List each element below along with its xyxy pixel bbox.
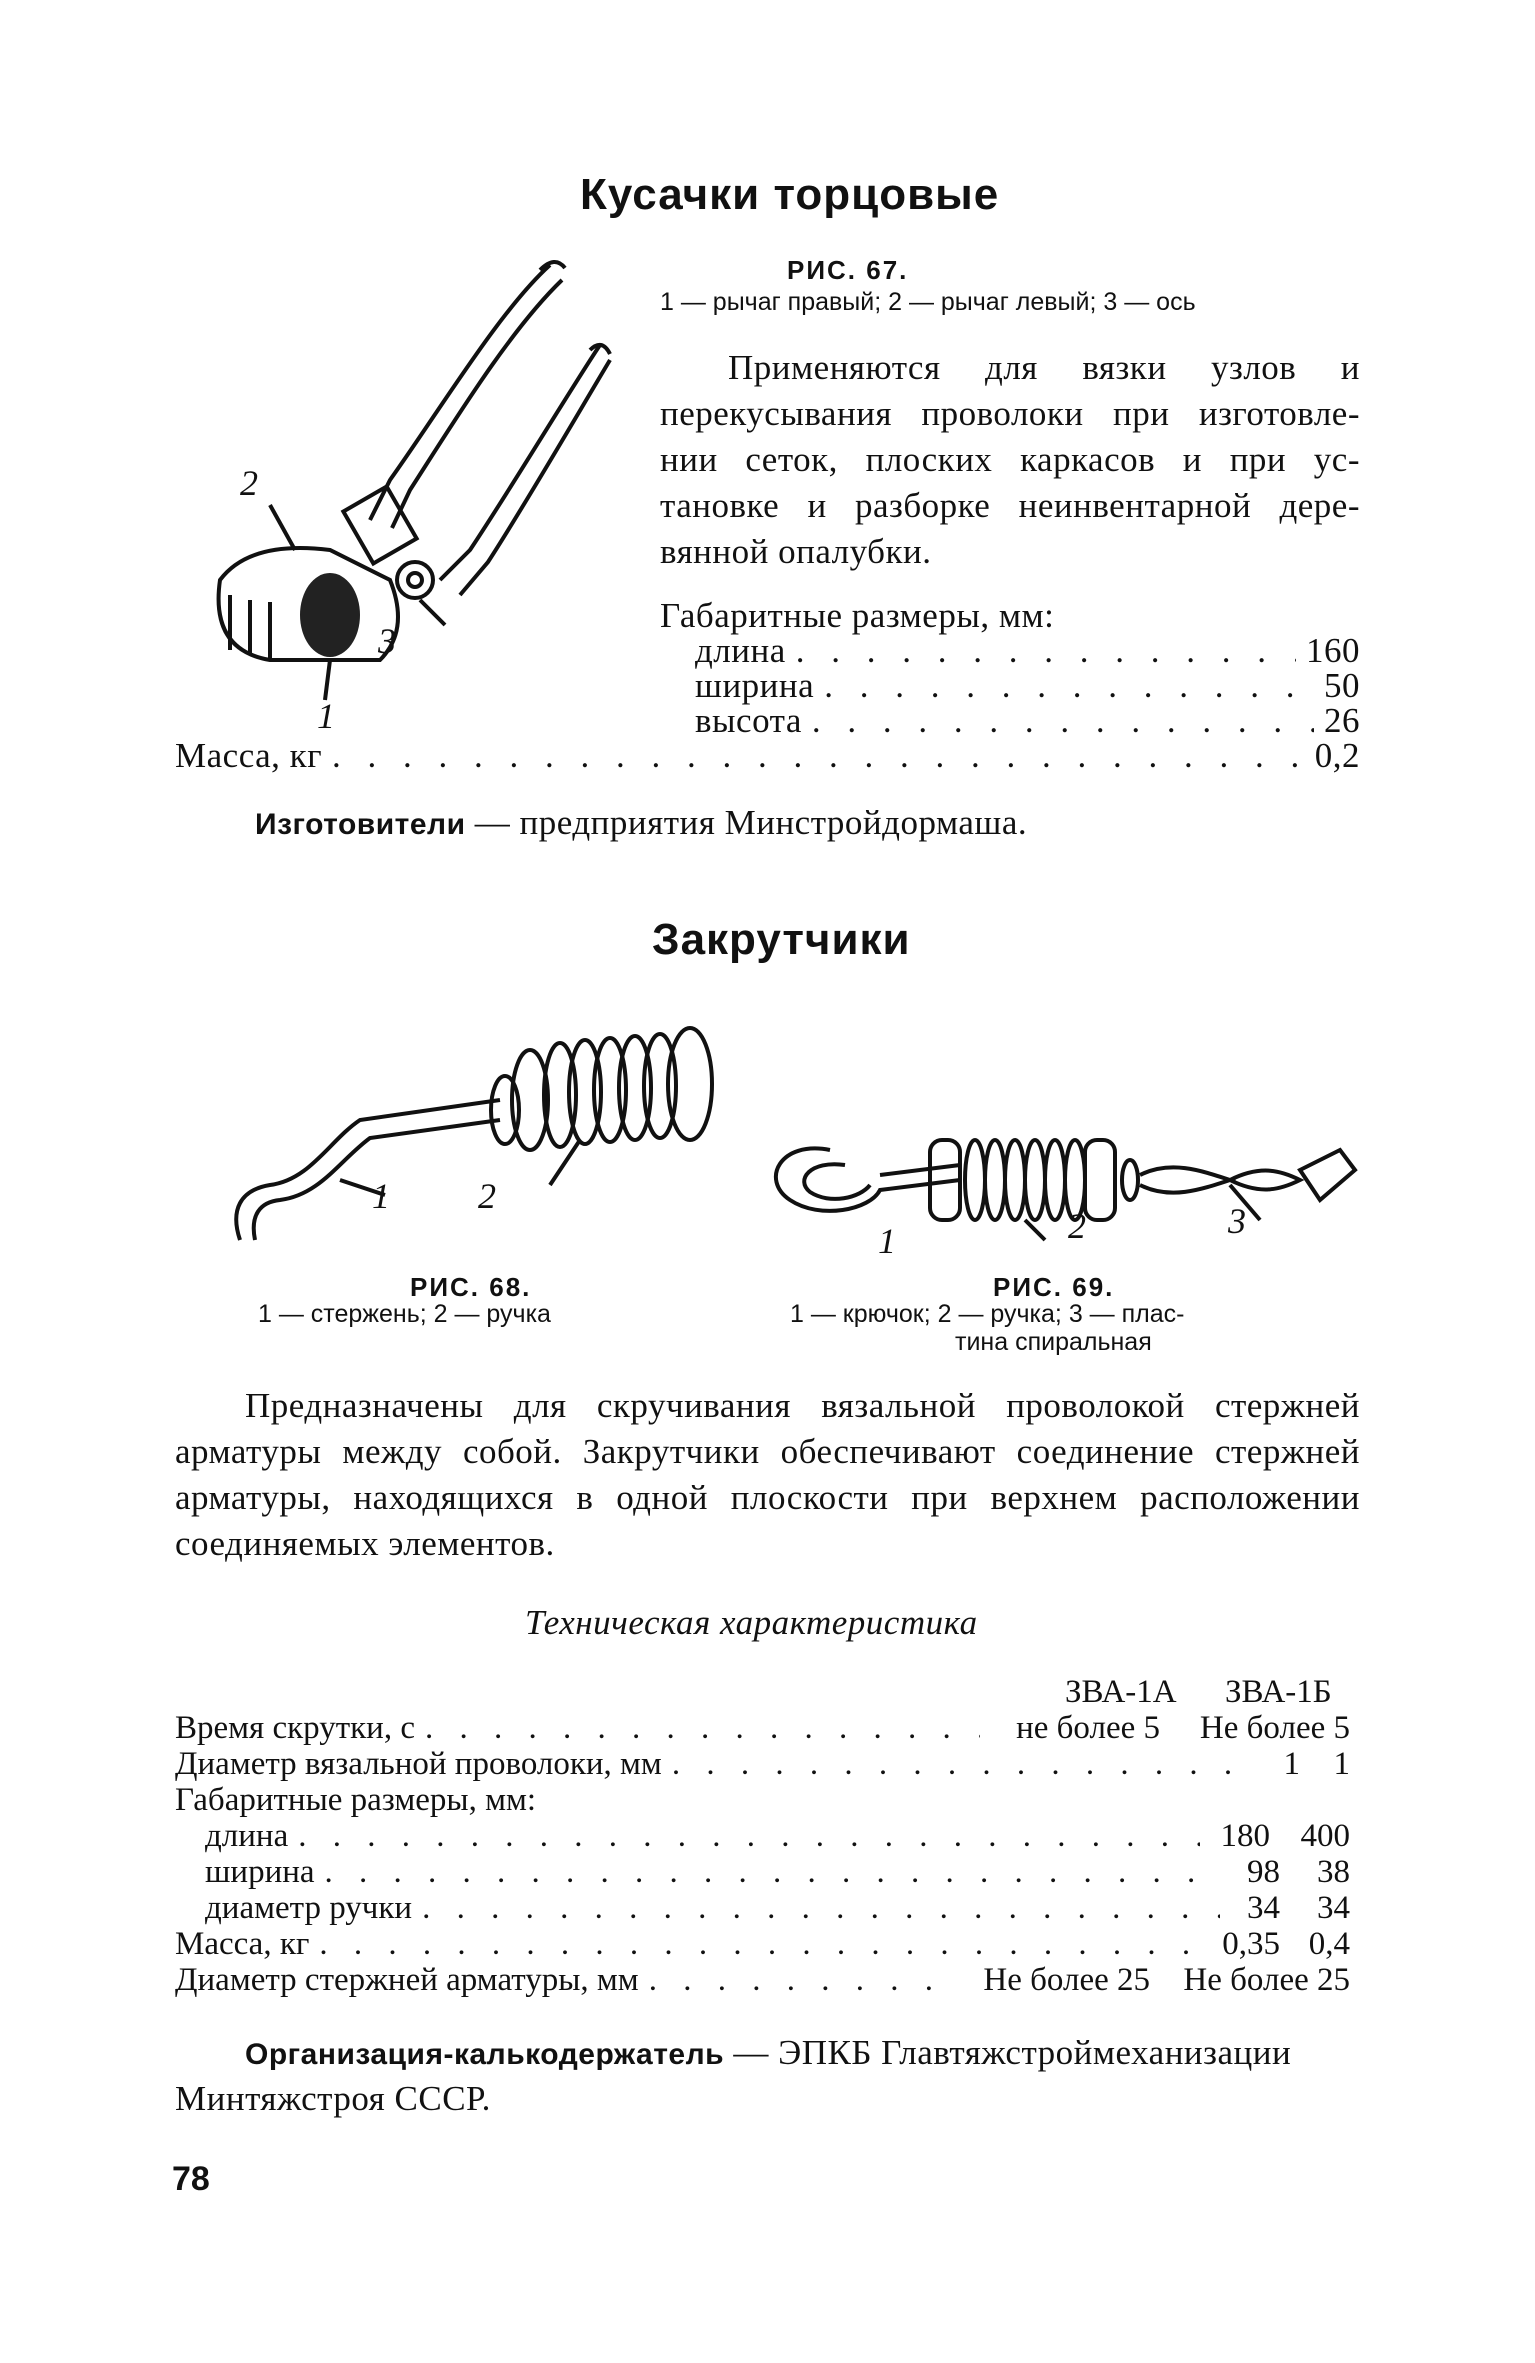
spec-row	[175, 1926, 1350, 1962]
holder-line-2: Минтяжстроя СССР.	[175, 2079, 491, 2118]
dim-label: ширина	[695, 666, 815, 705]
page-number: 78	[172, 2160, 210, 2198]
twister-hook-illustration	[760, 1110, 1370, 1260]
spec-value-2: Не более 25	[1183, 1962, 1350, 1998]
spec-value-2: 0,4	[1308, 1926, 1350, 1962]
spec-row	[205, 1818, 1350, 1854]
section-title-twisters: Закрутчики	[652, 915, 911, 964]
spec-col-header-2: ЗВА-1Б	[1225, 1674, 1332, 1710]
spec-value-1: не более 5	[1016, 1710, 1160, 1746]
desc-line: вянной опалубки.	[660, 532, 932, 571]
desc-line: арматуры между собой. Закрутчики обеспечивают соединение стержней	[175, 1432, 1360, 1471]
spec-label: Время скрутки, с	[175, 1710, 415, 1746]
spec-row	[175, 1746, 1350, 1782]
manufacturer-line	[255, 800, 1027, 848]
callout-1: 1	[317, 696, 335, 736]
spec-row	[175, 1710, 1350, 1746]
manufacturer-label: Изготовители	[255, 808, 466, 841]
fig69-label: РИС. 69.	[993, 1272, 1115, 1302]
fig68-label: РИС. 68.	[410, 1272, 532, 1302]
fig69-legend-line1: 1 — крючок; 2 — ручка; 3 — плас-	[790, 1300, 1185, 1328]
spec-value-2: Не более 5	[1199, 1710, 1350, 1746]
desc-line: Применяются для вязки узлов и	[728, 348, 1360, 387]
callout-3: 3	[378, 621, 396, 661]
dim-value: 50	[1324, 666, 1360, 705]
mass-value: 0,2	[1314, 736, 1360, 775]
manufacturer-text: — предприятия Минстройдормаша.	[474, 803, 1028, 842]
holder-text: — ЭПКБ Главтяжстроймеханизации	[733, 2033, 1292, 2072]
spec-row	[175, 1962, 1350, 1998]
spec-label: Масса, кг	[175, 1926, 310, 1962]
spec-label: длина	[205, 1818, 289, 1854]
spec-value-1: Не более 25	[983, 1962, 1150, 1998]
dim-label: длина	[695, 631, 786, 670]
spec-title: Техническая характеристика	[525, 1603, 978, 1642]
mass-label: Масса, кг	[175, 736, 323, 775]
desc-line: Предназначены для скручивания вязальной проволокой стержней	[245, 1386, 1360, 1425]
spec-label: диаметр ручки	[205, 1890, 413, 1926]
desc-line: соединяемых элементов.	[175, 1524, 555, 1563]
cutters-description	[660, 345, 1360, 575]
spec-value-2: 38	[1317, 1854, 1350, 1890]
fig68-callout-1: 1	[372, 1176, 390, 1216]
spec-label: Габаритные размеры, мм:	[175, 1782, 537, 1818]
spec-value-2: 1	[1333, 1746, 1350, 1782]
spec-label: Диаметр стержней арматуры, мм	[175, 1962, 639, 1998]
dims-header: Габаритные размеры, мм:	[660, 596, 1055, 635]
spec-col-header-1: ЗВА-1А	[1065, 1674, 1177, 1710]
twisters-description	[175, 1383, 1360, 1567]
spec-value-1: 180	[1220, 1818, 1270, 1854]
spec-value-1: 34	[1247, 1890, 1280, 1926]
spec-value-2: 34	[1317, 1890, 1350, 1926]
dim-label: высота	[695, 701, 802, 740]
spec-value-2: 400	[1300, 1818, 1350, 1854]
spec-row	[205, 1890, 1350, 1926]
twister-rod-illustration	[220, 1010, 740, 1260]
spec-value-1: 98	[1247, 1854, 1280, 1890]
fig69-callout-3: 3	[1228, 1201, 1246, 1241]
fig68-legend: 1 — стержень; 2 — ручка	[258, 1300, 551, 1328]
spec-row	[205, 1854, 1350, 1890]
spec-label: Диаметр вязальной проволоки, мм	[175, 1746, 662, 1782]
callout-2: 2	[240, 463, 258, 503]
spec-value-1: 0,35	[1222, 1926, 1280, 1962]
fig69-callout-1: 1	[878, 1221, 896, 1261]
spec-label: ширина	[205, 1854, 315, 1890]
fig68-callout-2: 2	[478, 1176, 496, 1216]
section-title-cutters: Кусачки торцовые	[580, 170, 1000, 219]
fig69-callout-2: 2	[1068, 1206, 1086, 1246]
desc-line: нии сеток, плоских каркасов и при ус-	[660, 440, 1360, 479]
dim-value: 26	[1324, 701, 1360, 740]
desc-line: перекусывания проволоки при изготовле-	[660, 394, 1360, 433]
fig67-label: РИС. 67.	[787, 255, 909, 285]
holder-label: Организация-калькодержатель	[245, 2038, 725, 2071]
spec-value-1: 1	[1283, 1746, 1300, 1782]
desc-line: арматуры, находящихся в одной плоскости при верхнем расположении	[175, 1478, 1360, 1517]
desc-line: тановке и разборке неинвентарной дере-	[660, 486, 1360, 525]
holder-line	[245, 2030, 1355, 2078]
dim-value: 160	[1306, 631, 1360, 670]
fig69-legend-line2: тина спиральная	[955, 1328, 1152, 1356]
spec-row	[175, 1782, 1350, 1818]
mass-row	[175, 733, 1360, 779]
fig67-legend: 1 — рычаг правый; 2 — рычаг левый; 3 — ось	[660, 288, 1196, 316]
